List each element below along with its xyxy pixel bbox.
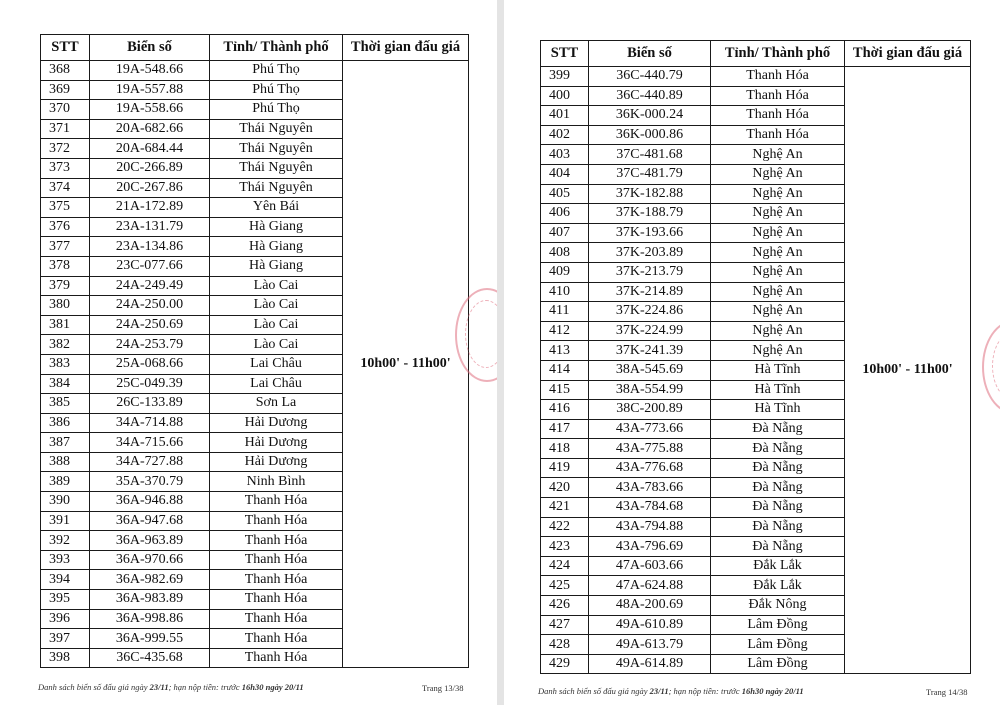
header-auction-time: Thời gian đấu giá [845, 41, 971, 67]
cell-plate: 36A-947.68 [90, 511, 210, 531]
cell-province: Nghệ An [711, 243, 845, 263]
cell-stt: 429 [541, 654, 589, 674]
cell-province: Nghệ An [711, 321, 845, 341]
cell-province: Yên Bái [210, 198, 343, 218]
cell-plate: 23A-131.79 [90, 217, 210, 237]
cell-stt: 401 [541, 106, 589, 126]
document-page-left [0, 0, 497, 705]
cell-plate: 36A-983.89 [90, 590, 210, 610]
cell-province: Lào Cai [210, 335, 343, 355]
cell-province: Phú Thọ [210, 61, 343, 81]
cell-province: Thanh Hóa [210, 492, 343, 512]
cell-province: Thanh Hóa [210, 550, 343, 570]
cell-province: Lào Cai [210, 315, 343, 335]
cell-plate: 38A-545.69 [589, 360, 711, 380]
cell-plate: 36A-982.69 [90, 570, 210, 590]
cell-stt: 419 [541, 458, 589, 478]
cell-stt: 385 [41, 394, 90, 414]
cell-stt: 395 [41, 590, 90, 610]
cell-plate: 24A-253.79 [90, 335, 210, 355]
cell-auction-time: 10h00' - 11h00' [343, 61, 469, 668]
cell-province: Đắk Nông [711, 596, 845, 616]
cell-stt: 378 [41, 256, 90, 276]
cell-stt: 381 [41, 315, 90, 335]
cell-stt: 420 [541, 478, 589, 498]
cell-province: Hải Dương [210, 433, 343, 453]
cell-stt: 411 [541, 302, 589, 322]
cell-province: Nghệ An [711, 164, 845, 184]
cell-plate: 34A-727.88 [90, 452, 210, 472]
cell-plate: 36A-963.89 [90, 531, 210, 551]
cell-stt: 414 [541, 360, 589, 380]
cell-province: Nghệ An [711, 302, 845, 322]
cell-plate: 19A-548.66 [90, 61, 210, 81]
cell-province: Thanh Hóa [711, 86, 845, 106]
cell-province: Hà Tĩnh [711, 380, 845, 400]
cell-province: Phú Thọ [210, 100, 343, 120]
cell-plate: 26C-133.89 [90, 394, 210, 414]
cell-stt: 371 [41, 119, 90, 139]
cell-province: Thanh Hóa [210, 511, 343, 531]
header-plate: Biển số [589, 41, 711, 67]
cell-province: Hà Tĩnh [711, 360, 845, 380]
cell-stt: 412 [541, 321, 589, 341]
page-number: Trang 14/38 [926, 687, 968, 697]
cell-stt: 405 [541, 184, 589, 204]
cell-province: Thanh Hóa [210, 629, 343, 649]
cell-province: Thái Nguyên [210, 178, 343, 198]
cell-stt: 408 [541, 243, 589, 263]
cell-stt: 369 [41, 80, 90, 100]
cell-plate: 37K-224.86 [589, 302, 711, 322]
header-auction-time: Thời gian đấu giá [343, 35, 469, 61]
cell-stt: 375 [41, 198, 90, 218]
cell-plate: 25C-049.39 [90, 374, 210, 394]
cell-stt: 422 [541, 517, 589, 537]
cell-stt: 374 [41, 178, 90, 198]
cell-stt: 393 [41, 550, 90, 570]
cell-plate: 23C-077.66 [90, 256, 210, 276]
cell-plate: 47A-624.88 [589, 576, 711, 596]
header-province: Tỉnh/ Thành phố [711, 41, 845, 67]
cell-plate: 37K-224.99 [589, 321, 711, 341]
cell-plate: 49A-614.89 [589, 654, 711, 674]
cell-plate: 36C-440.89 [589, 86, 711, 106]
cell-plate: 43A-776.68 [589, 458, 711, 478]
header-province: Tỉnh/ Thành phố [210, 35, 343, 61]
cell-stt: 424 [541, 556, 589, 576]
cell-stt: 383 [41, 354, 90, 374]
cell-stt: 370 [41, 100, 90, 120]
cell-province: Đà Nẵng [711, 517, 845, 537]
cell-plate: 36A-998.86 [90, 609, 210, 629]
cell-plate: 20C-266.89 [90, 158, 210, 178]
cell-stt: 425 [541, 576, 589, 596]
cell-plate: 36A-970.66 [90, 550, 210, 570]
cell-province: Hà Tĩnh [711, 400, 845, 420]
cell-auction-time: 10h00' - 11h00' [845, 67, 971, 674]
cell-province: Nghệ An [711, 145, 845, 165]
footer-note: Danh sách biển số đấu giá ngày 23/11; hạn nộp tiền: trước 16h30 ngày 20/11 [38, 682, 304, 692]
cell-plate: 43A-794.88 [589, 517, 711, 537]
cell-province: Thanh Hóa [210, 590, 343, 610]
cell-plate: 21A-172.89 [90, 198, 210, 218]
cell-plate: 35A-370.79 [90, 472, 210, 492]
cell-stt: 403 [541, 145, 589, 165]
cell-province: Lào Cai [210, 296, 343, 316]
table-row [541, 67, 971, 87]
cell-province: Thanh Hóa [210, 609, 343, 629]
cell-plate: 24A-250.69 [90, 315, 210, 335]
plate-table-left [40, 34, 469, 668]
cell-stt: 427 [541, 615, 589, 635]
page-number: Trang 13/38 [422, 683, 464, 693]
cell-plate: 37K-188.79 [589, 204, 711, 224]
cell-stt: 413 [541, 341, 589, 361]
cell-plate: 37K-182.88 [589, 184, 711, 204]
cell-province: Hà Giang [210, 217, 343, 237]
cell-plate: 37C-481.79 [589, 164, 711, 184]
cell-plate: 36K-000.24 [589, 106, 711, 126]
cell-plate: 43A-773.66 [589, 419, 711, 439]
cell-province: Sơn La [210, 394, 343, 414]
cell-plate: 37K-241.39 [589, 341, 711, 361]
cell-stt: 386 [41, 413, 90, 433]
cell-plate: 49A-613.79 [589, 635, 711, 655]
cell-province: Hải Dương [210, 413, 343, 433]
footer-note: Danh sách biển số đấu giá ngày 23/11; hạn nộp tiền: trước 16h30 ngày 20/11 [538, 686, 804, 696]
cell-stt: 416 [541, 400, 589, 420]
cell-stt: 415 [541, 380, 589, 400]
cell-province: Nghệ An [711, 262, 845, 282]
cell-province: Thái Nguyên [210, 119, 343, 139]
cell-stt: 409 [541, 262, 589, 282]
red-seal-stamp [982, 320, 1000, 414]
cell-plate: 24A-249.49 [90, 276, 210, 296]
cell-stt: 384 [41, 374, 90, 394]
cell-plate: 34A-714.88 [90, 413, 210, 433]
cell-plate: 37K-214.89 [589, 282, 711, 302]
cell-stt: 389 [41, 472, 90, 492]
cell-plate: 37K-203.89 [589, 243, 711, 263]
cell-plate: 38A-554.99 [589, 380, 711, 400]
cell-plate: 36C-440.79 [589, 67, 711, 87]
cell-province: Thái Nguyên [210, 158, 343, 178]
cell-stt: 382 [41, 335, 90, 355]
cell-province: Lai Châu [210, 354, 343, 374]
cell-province: Thanh Hóa [711, 125, 845, 145]
cell-province: Hà Giang [210, 237, 343, 257]
cell-province: Lâm Đồng [711, 615, 845, 635]
cell-province: Hải Dương [210, 452, 343, 472]
cell-province: Thanh Hóa [210, 531, 343, 551]
cell-stt: 388 [41, 452, 90, 472]
document-page-right [504, 0, 1000, 705]
cell-plate: 36K-000.86 [589, 125, 711, 145]
table-row [41, 61, 469, 81]
cell-province: Thanh Hóa [210, 570, 343, 590]
cell-plate: 43A-783.66 [589, 478, 711, 498]
cell-stt: 379 [41, 276, 90, 296]
cell-province: Phú Thọ [210, 80, 343, 100]
cell-stt: 396 [41, 609, 90, 629]
cell-province: Ninh Bình [210, 472, 343, 492]
cell-plate: 43A-775.88 [589, 439, 711, 459]
cell-stt: 428 [541, 635, 589, 655]
cell-province: Lai Châu [210, 374, 343, 394]
cell-stt: 418 [541, 439, 589, 459]
cell-province: Thanh Hóa [711, 106, 845, 126]
cell-province: Lâm Đồng [711, 635, 845, 655]
cell-plate: 43A-796.69 [589, 537, 711, 557]
cell-stt: 406 [541, 204, 589, 224]
cell-stt: 426 [541, 596, 589, 616]
cell-stt: 377 [41, 237, 90, 257]
cell-stt: 376 [41, 217, 90, 237]
cell-plate: 36C-435.68 [90, 648, 210, 668]
cell-stt: 407 [541, 223, 589, 243]
cell-stt: 390 [41, 492, 90, 512]
cell-plate: 36A-999.55 [90, 629, 210, 649]
cell-province: Đắk Lắk [711, 556, 845, 576]
cell-plate: 34A-715.66 [90, 433, 210, 453]
cell-stt: 421 [541, 498, 589, 518]
cell-province: Nghệ An [711, 223, 845, 243]
cell-stt: 402 [541, 125, 589, 145]
cell-province: Lâm Đồng [711, 654, 845, 674]
cell-stt: 391 [41, 511, 90, 531]
cell-province: Nghệ An [711, 204, 845, 224]
header-plate: Biển số [90, 35, 210, 61]
cell-province: Đà Nẵng [711, 498, 845, 518]
cell-plate: 25A-068.66 [90, 354, 210, 374]
cell-province: Đà Nẵng [711, 478, 845, 498]
cell-stt: 400 [541, 86, 589, 106]
cell-stt: 399 [541, 67, 589, 87]
cell-province: Nghệ An [711, 282, 845, 302]
cell-stt: 397 [41, 629, 90, 649]
cell-stt: 387 [41, 433, 90, 453]
cell-plate: 43A-784.68 [589, 498, 711, 518]
cell-plate: 20C-267.86 [90, 178, 210, 198]
cell-province: Đà Nẵng [711, 439, 845, 459]
cell-plate: 19A-558.66 [90, 100, 210, 120]
cell-plate: 23A-134.86 [90, 237, 210, 257]
cell-stt: 410 [541, 282, 589, 302]
cell-plate: 20A-682.66 [90, 119, 210, 139]
cell-plate: 38C-200.89 [589, 400, 711, 420]
cell-stt: 423 [541, 537, 589, 557]
cell-province: Lào Cai [210, 276, 343, 296]
cell-stt: 394 [41, 570, 90, 590]
cell-stt: 368 [41, 61, 90, 81]
cell-stt: 392 [41, 531, 90, 551]
cell-province: Đắk Lắk [711, 576, 845, 596]
cell-plate: 20A-684.44 [90, 139, 210, 159]
cell-plate: 49A-610.89 [589, 615, 711, 635]
header-stt: STT [541, 41, 589, 67]
cell-plate: 19A-557.88 [90, 80, 210, 100]
cell-province: Nghệ An [711, 184, 845, 204]
cell-plate: 24A-250.00 [90, 296, 210, 316]
cell-province: Đà Nẵng [711, 458, 845, 478]
plate-table-right [540, 40, 971, 674]
cell-plate: 48A-200.69 [589, 596, 711, 616]
cell-plate: 37K-193.66 [589, 223, 711, 243]
cell-province: Đà Nẵng [711, 537, 845, 557]
cell-plate: 47A-603.66 [589, 556, 711, 576]
cell-province: Thái Nguyên [210, 139, 343, 159]
cell-plate: 37C-481.68 [589, 145, 711, 165]
cell-plate: 37K-213.79 [589, 262, 711, 282]
cell-province: Hà Giang [210, 256, 343, 276]
cell-plate: 36A-946.88 [90, 492, 210, 512]
table-header-row [41, 35, 469, 61]
cell-stt: 380 [41, 296, 90, 316]
cell-province: Nghệ An [711, 341, 845, 361]
cell-stt: 404 [541, 164, 589, 184]
cell-province: Thanh Hóa [711, 67, 845, 87]
cell-stt: 372 [41, 139, 90, 159]
cell-stt: 373 [41, 158, 90, 178]
cell-stt: 417 [541, 419, 589, 439]
cell-province: Thanh Hóa [210, 648, 343, 668]
cell-stt: 398 [41, 648, 90, 668]
cell-province: Đà Nẵng [711, 419, 845, 439]
table-header-row [541, 41, 971, 67]
header-stt: STT [41, 35, 90, 61]
